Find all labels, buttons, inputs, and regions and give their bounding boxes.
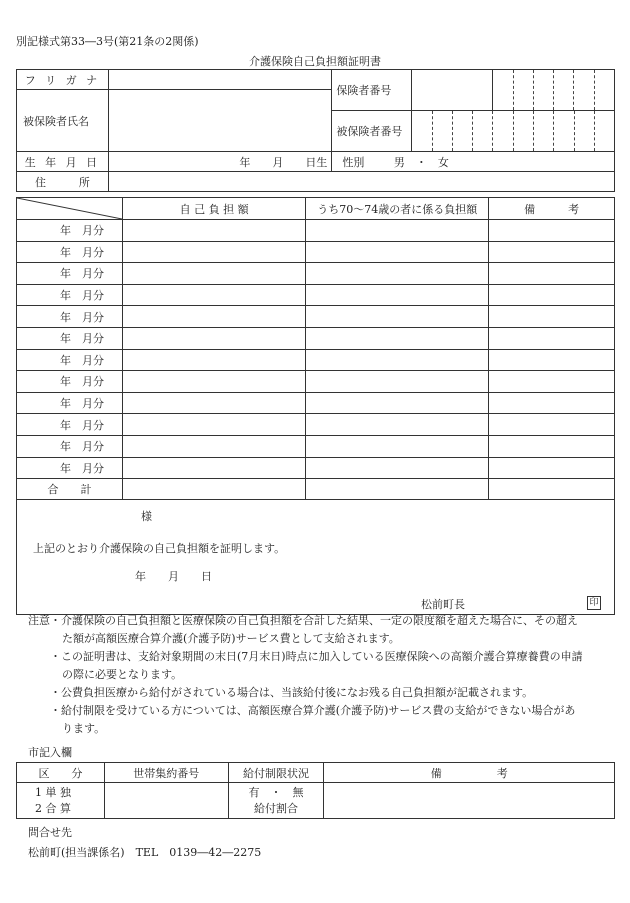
- table-row: [17, 349, 615, 371]
- month-label: 年 月分: [17, 392, 123, 414]
- age-70-74-cell[interactable]: [306, 457, 489, 479]
- insured-number-label: 被保険者番号: [332, 111, 412, 152]
- note-3: ・公費負担医療から給付がされている場合は、当該給付後になお残る自己負担額が記載されます。: [50, 686, 534, 699]
- remarks-cell[interactable]: [489, 349, 615, 371]
- age-70-74-cell[interactable]: [306, 220, 489, 242]
- category-cell[interactable]: [17, 783, 105, 819]
- city-remarks-cell[interactable]: [324, 783, 615, 819]
- self-payment-cell[interactable]: [123, 457, 306, 479]
- age-70-74-cell[interactable]: [306, 327, 489, 349]
- household-number-cell[interactable]: [104, 783, 228, 819]
- dob-label: 生 年 月 日: [17, 152, 109, 172]
- insurer-number-field[interactable]: [412, 70, 615, 111]
- month-label: 年 月分: [17, 435, 123, 457]
- self-payment-cell[interactable]: [123, 392, 306, 414]
- table-row: [17, 241, 615, 263]
- self-payment-cell[interactable]: [123, 435, 306, 457]
- remarks-cell[interactable]: [489, 414, 615, 436]
- self-payment-cell[interactable]: [123, 306, 306, 328]
- contact-detail: 松前町(担当課係名) TEL 0139―42―2275: [28, 846, 262, 859]
- total-label: 合 計: [17, 479, 123, 500]
- table-row: [17, 371, 615, 393]
- month-label: 年 月分: [17, 349, 123, 371]
- age-70-74-cell[interactable]: [306, 241, 489, 263]
- age-70-74-cell[interactable]: [306, 349, 489, 371]
- age-70-74-cell[interactable]: [306, 306, 489, 328]
- month-label: 年 月分: [17, 241, 123, 263]
- certification-statement: 上記のとおり介護保険の自己負担額を証明します。: [33, 542, 286, 556]
- seal-icon: 印: [587, 596, 601, 610]
- self-payment-cell[interactable]: [123, 371, 306, 393]
- restriction-ratio: 給付割合: [254, 801, 299, 815]
- document-title: 介護保険自己負担額証明書: [249, 55, 381, 68]
- month-label: 年 月分: [17, 371, 123, 393]
- total-remarks-cell[interactable]: [489, 479, 615, 500]
- note-2-line-2: の際に必要となります。: [62, 668, 183, 681]
- table-row: [17, 306, 615, 328]
- remarks-cell[interactable]: [489, 241, 615, 263]
- col-household-number: 世帯集約番号: [104, 763, 228, 783]
- notes-section: [28, 612, 618, 738]
- restriction-yes-no: 有 ・ 無: [248, 785, 304, 799]
- month-label: 年 月分: [17, 327, 123, 349]
- note-4-line-1: ・給付制限を受けている方については、高額医療合算介護(介護予防)サービス費の支給ができない場合があ: [50, 704, 576, 717]
- remarks-cell[interactable]: [489, 220, 615, 242]
- age-70-74-cell[interactable]: [306, 284, 489, 306]
- table-row: [17, 414, 615, 436]
- note-1-line-2: た額が高額医療合算介護(介護予防)サービス費として支給されます。: [62, 632, 400, 645]
- category-combined: 2 合 算: [35, 801, 71, 815]
- col-70-74: うち70～74歳の者に係る負担額: [306, 198, 489, 220]
- sex-label: 性別: [342, 155, 365, 169]
- furigana-field[interactable]: [108, 70, 332, 90]
- table-row: [17, 263, 615, 285]
- restriction-cell[interactable]: [228, 783, 324, 819]
- self-payment-cell[interactable]: [123, 220, 306, 242]
- contact-label: 問合せ先: [28, 826, 72, 839]
- table-row: [17, 220, 615, 242]
- age-70-74-cell[interactable]: [306, 435, 489, 457]
- remarks-cell[interactable]: [489, 371, 615, 393]
- insurer-number-label: 保険者番号: [332, 70, 412, 111]
- address-field[interactable]: [108, 172, 614, 192]
- month-label: 年 月分: [17, 220, 123, 242]
- age-70-74-cell[interactable]: [306, 371, 489, 393]
- table-row: [17, 457, 615, 479]
- sex-field[interactable]: [332, 152, 615, 172]
- issuer-name: 松前町長: [421, 598, 465, 612]
- remarks-cell[interactable]: [489, 327, 615, 349]
- month-label: 年 月分: [17, 414, 123, 436]
- insured-name-label: 被保険者氏名: [17, 90, 109, 152]
- city-section-table: [16, 762, 615, 819]
- note-2-line-1: ・この証明書は、支給対象期間の末日(7月末日)時点に加入している医療保険への高額介護合算療養費の申請: [50, 650, 583, 663]
- note-1-line-1: 注意・介護保険の自己負担額と医療保険の自己負担額を合計した結果、一定の限度額を超えた場合に、その超え: [28, 614, 578, 627]
- note-4-line-2: ります。: [62, 722, 106, 735]
- month-label: 年 月分: [17, 457, 123, 479]
- insured-name-field[interactable]: [108, 90, 332, 152]
- table-row: [17, 392, 615, 414]
- month-label: 年 月分: [17, 263, 123, 285]
- self-payment-cell[interactable]: [123, 241, 306, 263]
- furigana-label: フ リ ガ ナ: [17, 70, 109, 90]
- city-section-label: 市記入欄: [28, 746, 72, 759]
- remarks-cell[interactable]: [489, 457, 615, 479]
- remarks-cell[interactable]: [489, 392, 615, 414]
- month-label: 年 月分: [17, 284, 123, 306]
- remarks-cell[interactable]: [489, 263, 615, 285]
- age-70-74-cell[interactable]: [306, 392, 489, 414]
- col-remarks: 備 考: [489, 198, 615, 220]
- col-benefit-restriction: 給付制限状況: [228, 763, 324, 783]
- insured-number-field[interactable]: [412, 111, 615, 152]
- certification-date: 年 月 日: [135, 570, 212, 584]
- table-row: [17, 284, 615, 306]
- category-single: 1 単 独: [35, 785, 71, 799]
- age-70-74-cell[interactable]: [306, 263, 489, 285]
- insured-info-table: [16, 69, 615, 192]
- total-self-cell[interactable]: [123, 479, 306, 500]
- sex-options: 男 ・ 女: [393, 155, 449, 169]
- total-70-74-cell[interactable]: [306, 479, 489, 500]
- amounts-table: [16, 197, 615, 615]
- table-row: [17, 435, 615, 457]
- remarks-cell[interactable]: [489, 306, 615, 328]
- address-label: 住 所: [17, 172, 109, 192]
- self-payment-cell[interactable]: [123, 263, 306, 285]
- remarks-cell[interactable]: [489, 284, 615, 306]
- col-category: 区 分: [17, 763, 105, 783]
- col-city-remarks: 備 考: [324, 763, 615, 783]
- month-label: 年 月分: [17, 306, 123, 328]
- certification-box: [17, 500, 615, 615]
- age-70-74-cell[interactable]: [306, 414, 489, 436]
- self-payment-cell[interactable]: [123, 327, 306, 349]
- col-self-payment: 自 己 負 担 額: [123, 198, 306, 220]
- self-payment-cell[interactable]: [123, 349, 306, 371]
- table-row: [17, 327, 615, 349]
- form-reference: 別記様式第33―3号(第21条の2関係): [16, 35, 199, 48]
- remarks-cell[interactable]: [489, 435, 615, 457]
- dob-field[interactable]: 年 月 日生: [108, 152, 332, 172]
- diagonal-line: [17, 198, 122, 219]
- header-diagonal-cell: [17, 198, 123, 220]
- self-payment-cell[interactable]: [123, 284, 306, 306]
- self-payment-cell[interactable]: [123, 414, 306, 436]
- sama-label: 様: [141, 510, 152, 524]
